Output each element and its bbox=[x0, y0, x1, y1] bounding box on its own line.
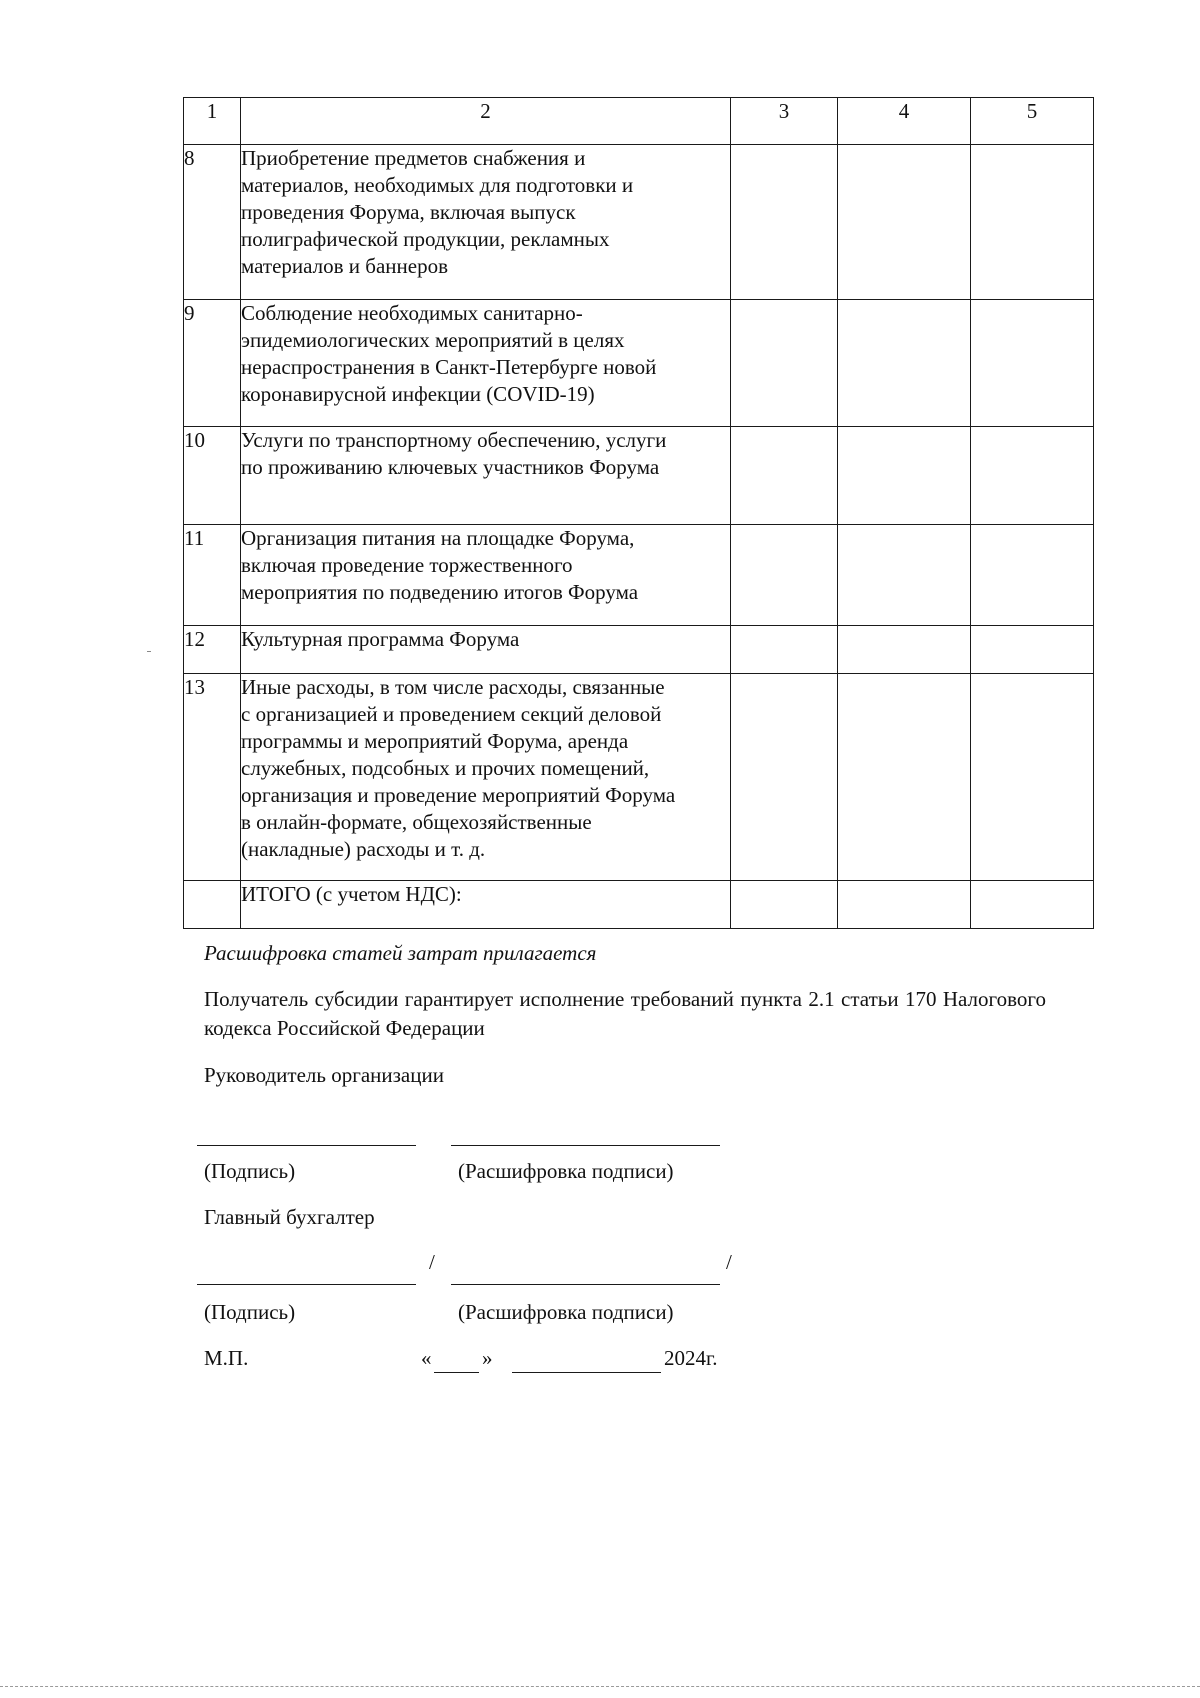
empty-cell bbox=[731, 300, 838, 427]
attachment-note: Расшифровка статей затрат прилагается bbox=[204, 941, 597, 965]
accountant-decode-line bbox=[451, 1284, 720, 1285]
empty-cell bbox=[971, 626, 1094, 674]
empty-cell bbox=[731, 674, 838, 881]
description-line: мероприятия по подведению итогов Форума bbox=[241, 580, 639, 604]
row-number: 12 bbox=[184, 626, 241, 674]
row-number: 13 bbox=[184, 674, 241, 881]
description-line: служебных, подсобных и прочих помещений, bbox=[241, 756, 650, 780]
row-description bbox=[241, 525, 731, 626]
description-line: по проживанию ключевых участников Форума bbox=[241, 455, 660, 479]
empty-cell bbox=[971, 525, 1094, 626]
description-line: Организация питания на площадке Форума, bbox=[241, 526, 635, 550]
table-row bbox=[184, 674, 1094, 881]
description-line: Иные расходы, в том числе расходы, связанные bbox=[241, 675, 665, 699]
description-line: проведения Форума, включая выпуск bbox=[241, 200, 576, 224]
row-description bbox=[241, 300, 731, 427]
description-line: с организацией и проведением секций деловой bbox=[241, 702, 662, 726]
head-decode-line bbox=[451, 1145, 720, 1146]
table-row bbox=[184, 626, 1094, 674]
empty-cell bbox=[971, 881, 1094, 929]
description-line: Услуги по транспортному обеспечению, услуги bbox=[241, 428, 667, 452]
date-day-line bbox=[434, 1372, 479, 1373]
empty-cell bbox=[971, 674, 1094, 881]
scan-edge-line bbox=[0, 1686, 1200, 1687]
stamp-label: М.П. bbox=[204, 1346, 249, 1370]
description-line: материалов и баннеров bbox=[241, 254, 449, 278]
header-cell: 3 bbox=[731, 98, 838, 145]
empty-cell bbox=[731, 881, 838, 929]
empty-cell bbox=[971, 145, 1094, 300]
head-decode-label: (Расшифровка подписи) bbox=[458, 1159, 674, 1183]
date-quote-open: « bbox=[421, 1346, 432, 1370]
header-cell: 5 bbox=[971, 98, 1094, 145]
empty-cell bbox=[731, 145, 838, 300]
slash-separator: / bbox=[429, 1250, 435, 1274]
description-line: эпидемиологических мероприятий в целях bbox=[241, 328, 625, 352]
slash-separator: / bbox=[726, 1250, 732, 1274]
empty-cell bbox=[838, 674, 971, 881]
budget-table bbox=[183, 97, 1094, 929]
header-cell: 4 bbox=[838, 98, 971, 145]
description-line: Приобретение предметов снабжения и bbox=[241, 146, 586, 170]
head-title: Руководитель организации bbox=[204, 1063, 444, 1087]
empty-cell bbox=[731, 427, 838, 525]
description-line: (накладные) расходы и т. д. bbox=[241, 837, 486, 861]
date-quote-close: » bbox=[482, 1346, 493, 1370]
table-header-row bbox=[184, 98, 1094, 145]
row-number: 11 bbox=[184, 525, 241, 626]
empty-cell bbox=[838, 881, 971, 929]
row-description bbox=[241, 145, 731, 300]
row-number: 10 bbox=[184, 427, 241, 525]
row-description bbox=[241, 626, 731, 674]
description-line: в онлайн-формате, общехозяйственные bbox=[241, 810, 592, 834]
row-number: 8 bbox=[184, 145, 241, 300]
accountant-signature-line bbox=[197, 1284, 416, 1285]
row-number: 9 bbox=[184, 300, 241, 427]
table-row bbox=[184, 525, 1094, 626]
table-row bbox=[184, 300, 1094, 427]
head-signature-line bbox=[197, 1145, 416, 1146]
empty-cell bbox=[971, 427, 1094, 525]
date-year: 2024г. bbox=[664, 1346, 718, 1370]
accountant-title: Главный бухгалтер bbox=[204, 1205, 375, 1229]
row-description bbox=[241, 427, 731, 525]
empty-cell bbox=[838, 300, 971, 427]
description-line: Соблюдение необходимых санитарно- bbox=[241, 301, 583, 325]
description-line: нераспространения в Санкт-Петербурге новой bbox=[241, 355, 657, 379]
description-line: материалов, необходимых для подготовки и bbox=[241, 173, 634, 197]
table-row bbox=[184, 427, 1094, 525]
empty-cell bbox=[731, 525, 838, 626]
header-cell: 2 bbox=[241, 98, 731, 145]
head-signature-label: (Подпись) bbox=[204, 1159, 296, 1183]
description-line: включая проведение торжественного bbox=[241, 553, 573, 577]
accountant-signature-label: (Подпись) bbox=[204, 1300, 296, 1324]
empty-cell bbox=[838, 427, 971, 525]
accountant-decode-label: (Расшифровка подписи) bbox=[458, 1300, 674, 1324]
description-line: коронавирусной инфекции (COVID-19) bbox=[241, 382, 595, 406]
row-description bbox=[241, 674, 731, 881]
empty-cell bbox=[731, 626, 838, 674]
table-row bbox=[184, 145, 1094, 300]
empty-cell bbox=[838, 145, 971, 300]
empty-cell bbox=[184, 881, 241, 929]
description-line: программы и мероприятий Форума, аренда bbox=[241, 729, 629, 753]
total-row bbox=[184, 881, 1094, 929]
date-month-line bbox=[512, 1372, 661, 1373]
description-line: организация и проведение мероприятий Форума bbox=[241, 783, 676, 807]
scan-speck bbox=[147, 651, 151, 652]
total-label: ИТОГО (с учетом НДС): bbox=[241, 881, 731, 929]
header-cell: 1 bbox=[184, 98, 241, 145]
empty-cell bbox=[971, 300, 1094, 427]
empty-cell bbox=[838, 525, 971, 626]
empty-cell bbox=[838, 626, 971, 674]
description-line: полиграфической продукции, рекламных bbox=[241, 227, 610, 251]
description-line: Культурная программа Форума bbox=[241, 627, 520, 651]
guarantee-paragraph: Получатель субсидии гарантирует исполнение требований пункта 2.1 статьи 170 Налогового кодекса Российской Федерации bbox=[204, 987, 1046, 1040]
